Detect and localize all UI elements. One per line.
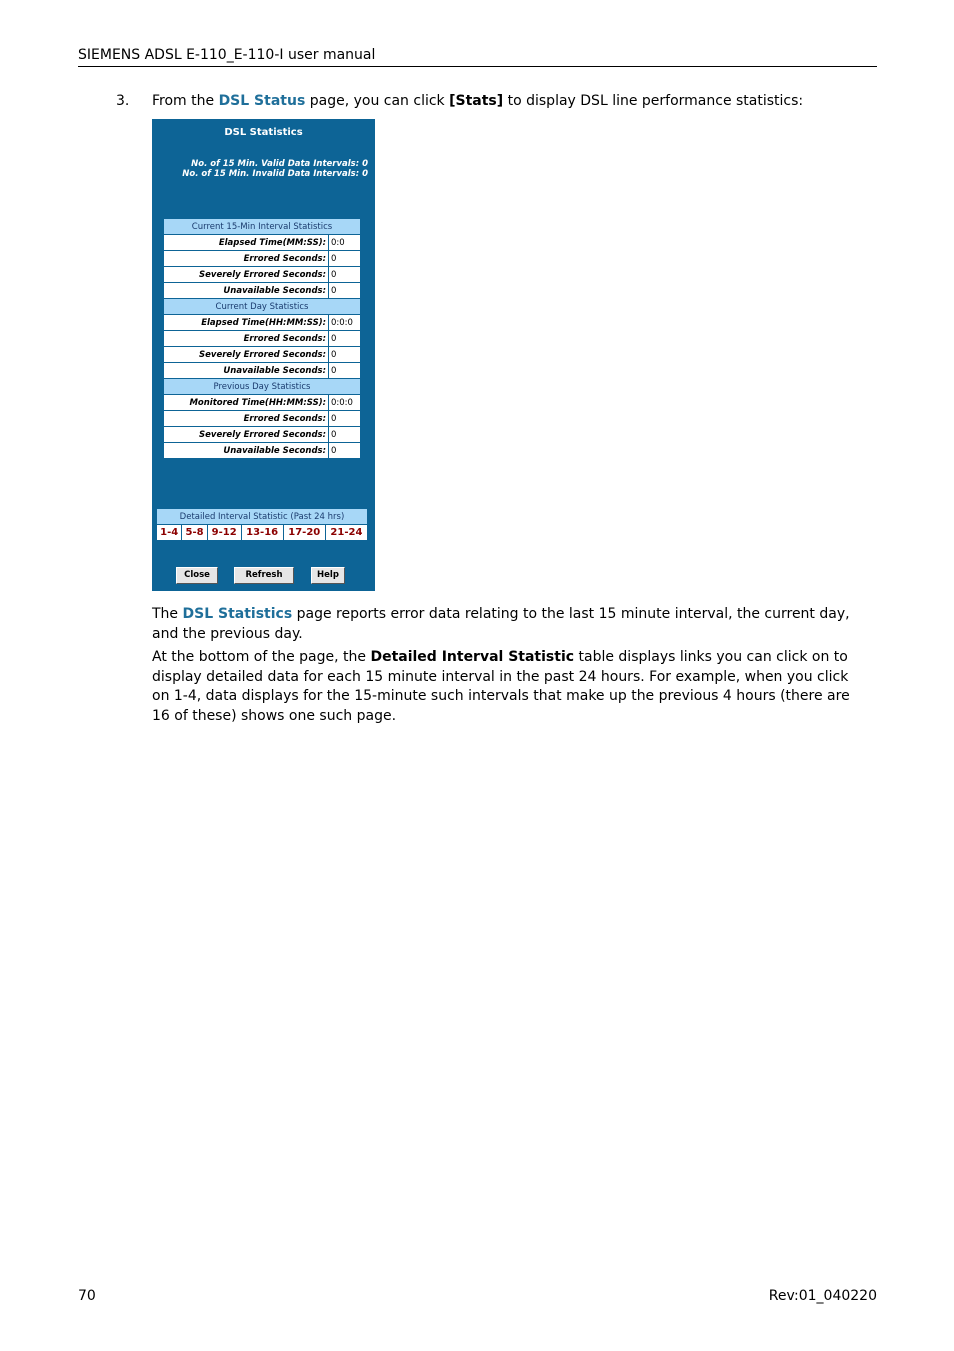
paragraph-dsl-statistics: [152, 605, 870, 644]
table-row: [164, 363, 361, 379]
table-row: [164, 331, 361, 347]
stats-bold: [Stats]: [449, 93, 504, 109]
row-label: Monitored Time(HH:MM:SS):: [164, 395, 329, 411]
row-value: 0:0: [329, 235, 361, 251]
row-label: Elapsed Time(HH:MM:SS):: [164, 315, 329, 331]
range-link-13-16[interactable]: 13-16: [241, 525, 283, 541]
table-row: [164, 395, 361, 411]
para-text: table displays links you can click on to display detailed data for each 15 minute interval in the past 24 hours. For example, when you click on 1-4, data displays for the 15-minute such intervals that make up the previous 4 hours (there are 16 of these) shows one such page.: [152, 649, 850, 724]
row-value: 0: [329, 267, 361, 283]
row-value: 0:0:0: [329, 395, 361, 411]
range-link-1-4[interactable]: 1-4: [157, 525, 182, 541]
row-value: 0: [329, 331, 361, 347]
step-number: 3.: [116, 93, 130, 109]
screenshot-title: DSL Statistics: [224, 127, 303, 138]
row-label: Unavailable Seconds:: [164, 443, 329, 459]
range-link-9-12[interactable]: 9-12: [207, 525, 241, 541]
para-text: The: [152, 606, 183, 622]
row-label: Unavailable Seconds:: [164, 363, 329, 379]
row-label: Elapsed Time(MM:SS):: [164, 235, 329, 251]
row-value: 0: [329, 347, 361, 363]
row-value: 0: [329, 443, 361, 459]
row-label: Unavailable Seconds:: [164, 283, 329, 299]
table-row: [164, 427, 361, 443]
dsl-statistics-screenshot: [152, 119, 375, 591]
row-label: Severely Errored Seconds:: [164, 427, 329, 443]
row-label: Errored Seconds:: [164, 251, 329, 267]
valid-intervals-line: No. of 15 Min. Valid Data Intervals: 0: [191, 159, 368, 169]
step-text: [152, 91, 803, 111]
row-label: Severely Errored Seconds:: [164, 347, 329, 363]
section-heading: Current Day Statistics: [164, 299, 361, 315]
table-row: [164, 251, 361, 267]
detailed-interval-table: [156, 508, 368, 541]
row-value: 0: [329, 411, 361, 427]
table-row: [164, 347, 361, 363]
row-value: 0: [329, 363, 361, 379]
table-row: [164, 411, 361, 427]
table-row: [164, 235, 361, 251]
paragraph-detailed-interval: [152, 648, 870, 726]
help-button[interactable]: Help: [311, 567, 345, 584]
header-title: SIEMENS ADSL E-110_E-110-I user manual: [78, 47, 376, 63]
row-value: 0: [329, 251, 361, 267]
row-label: Errored Seconds:: [164, 411, 329, 427]
detailed-heading: Detailed Interval Statistic (Past 24 hrs): [157, 509, 368, 525]
row-label: Errored Seconds:: [164, 331, 329, 347]
table-row: [164, 443, 361, 459]
row-value: 0:0:0: [329, 315, 361, 331]
statistics-table: [163, 218, 361, 459]
table-row: [164, 267, 361, 283]
invalid-intervals-line: No. of 15 Min. Invalid Data Intervals: 0: [182, 169, 368, 179]
range-link-21-24[interactable]: 21-24: [325, 525, 367, 541]
table-row: [164, 315, 361, 331]
step-text-part: page, you can click: [305, 93, 450, 109]
dsl-status-link[interactable]: DSL Status: [218, 93, 306, 109]
row-value: 0: [329, 283, 361, 299]
row-label: Severely Errored Seconds:: [164, 267, 329, 283]
detailed-interval-bold: Detailed Interval Statistic: [370, 649, 575, 665]
page-number: 70: [78, 1288, 96, 1304]
refresh-button[interactable]: Refresh: [234, 567, 294, 584]
para-text: page reports error data relating to the last 15 minute interval, the current day, and the previous day.: [152, 606, 850, 642]
section-heading: Previous Day Statistics: [164, 379, 361, 395]
close-button[interactable]: Close: [176, 567, 218, 584]
table-row: [164, 283, 361, 299]
section-heading: Current 15-Min Interval Statistics: [164, 219, 361, 235]
para-text: At the bottom of the page, the: [152, 649, 371, 665]
step-text-part: to display DSL line performance statistics:: [503, 93, 804, 109]
revision: Rev:01_040220: [768, 1288, 877, 1304]
step-text-part: From the: [152, 93, 219, 109]
range-link-17-20[interactable]: 17-20: [283, 525, 325, 541]
page-header: [78, 46, 877, 67]
range-link-5-8[interactable]: 5-8: [182, 525, 207, 541]
row-value: 0: [329, 427, 361, 443]
dsl-statistics-link[interactable]: DSL Statistics: [182, 606, 293, 622]
